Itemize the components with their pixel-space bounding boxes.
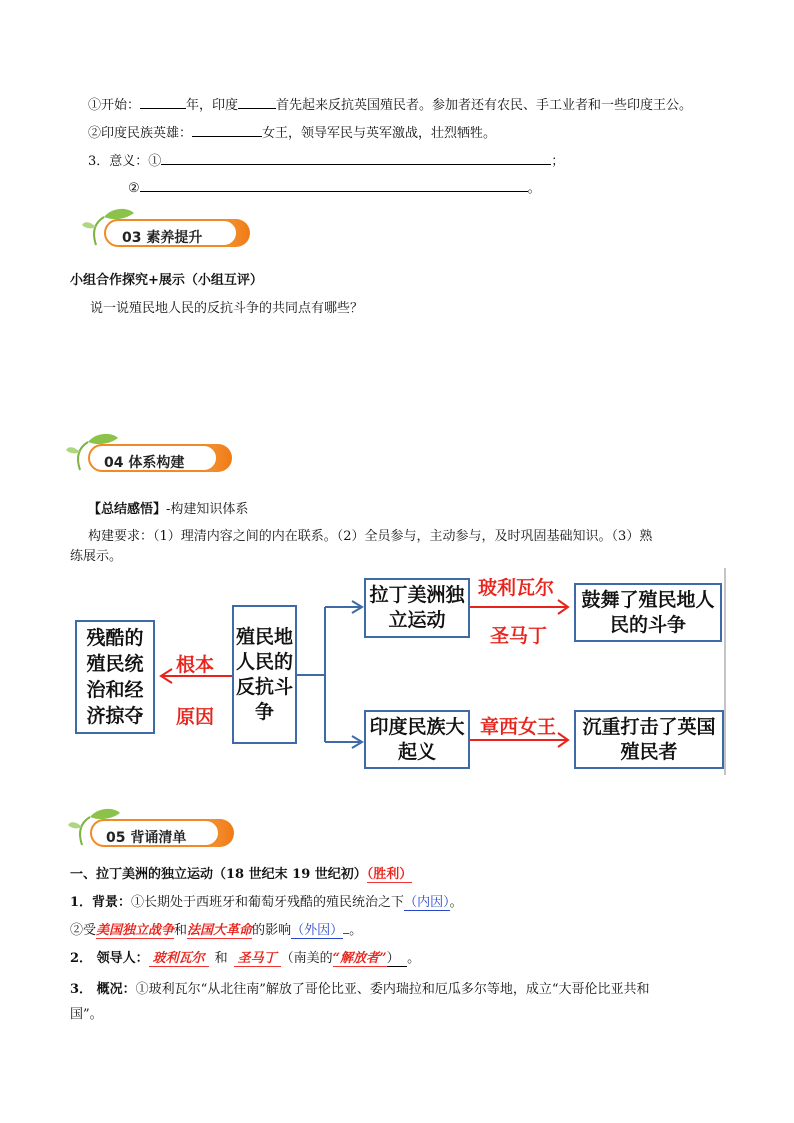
- label-cause: 原因: [176, 706, 215, 728]
- section-title-04: 04 体系构建: [104, 455, 185, 471]
- keyword-american-revolution: 美国独立战争: [96, 923, 175, 938]
- meaning-index-2: ②: [128, 181, 140, 196]
- leader-rani: 章西女王: [480, 716, 557, 738]
- keyword-liberator: “解放者”: [332, 951, 387, 966]
- meaning-end-2: 。: [527, 181, 541, 196]
- section-header-05: [68, 805, 234, 849]
- background-line-1: [70, 891, 463, 910]
- keyword-bolivar: 玻利瓦尔: [149, 951, 209, 967]
- overview-label: 3． 概况：: [70, 982, 136, 997]
- leaders-line: [70, 947, 420, 966]
- summary-title-tail: -构建知识体系: [166, 502, 249, 517]
- leaders-and: 和: [214, 951, 228, 966]
- summary-requirement-2: 练展示。: [70, 549, 123, 564]
- summary-requirement-1: 构建要求：（1）理清内容之间的内在联系。（2）全员参与，主动参与，及时巩固基础知识。（3）熟: [88, 529, 653, 544]
- label-root: 根本: [176, 654, 215, 676]
- meaning-label: 3．意义：①: [88, 154, 162, 169]
- recite-heading-tag: （胜利）: [366, 867, 413, 882]
- root-cause-box: 残酷的殖民统治和经济掠夺: [75, 620, 155, 734]
- branch-box-india: 印度民族大起义: [364, 710, 470, 769]
- background-end-1: 。: [449, 895, 463, 910]
- start-label: ①开始：: [88, 98, 141, 113]
- leader-san-martin: 圣马丁: [490, 625, 548, 647]
- center-box: 殖民地人民的反抗斗争: [232, 605, 297, 744]
- leaders-text-c: （南美的: [280, 951, 333, 966]
- start-text-b: 首先起来反抗英国殖民者。参加者还有农民、手工业者和一些印度王公。: [276, 98, 693, 113]
- section-title-03: 03 素养提升: [122, 230, 203, 246]
- overview-text-2: 国”。: [70, 1007, 103, 1022]
- leaders-end: 。: [407, 951, 421, 966]
- summary-title-bold: 【总结感悟】: [88, 502, 167, 517]
- background-line-2: [70, 919, 362, 938]
- branch-box-latin-america: 拉丁美洲独立运动: [364, 578, 470, 638]
- background-text-1: ①长期处于西班牙和葡萄牙残酷的殖民统治之下: [131, 895, 405, 910]
- background-text-2e: 的影响: [252, 923, 292, 938]
- tag-internal-cause: （内因）: [404, 895, 450, 910]
- group-title: 小组合作探究+展示（小组互评）: [70, 273, 263, 288]
- leaders-text-e: ）: [387, 951, 408, 967]
- hero-label: ②印度民族英雄：: [88, 126, 193, 141]
- leader-bolivar: 玻利瓦尔: [478, 577, 555, 599]
- background-text-2a: ②受: [70, 923, 97, 938]
- section-title-05: 05 背诵清单: [106, 830, 187, 846]
- overview-text-1: ①玻利瓦尔“从北往南”解放了哥伦比亚、委内瑞拉和厄瓜多尔等地，成立“大哥伦比亚共和: [135, 982, 650, 997]
- recite-heading-text: 一、拉丁美洲的独立运动（18 世纪末 19 世纪初）: [70, 867, 367, 882]
- overview-line-1: [70, 978, 650, 997]
- keyword-san-martin: 圣马丁: [234, 951, 281, 967]
- result-box-bottom: 沉重打击了英国殖民者: [574, 710, 724, 769]
- leaders-label: 2． 领导人：: [70, 951, 149, 966]
- tag-external-cause: （外因）: [291, 923, 344, 938]
- result-box-top: 鼓舞了殖民地人民的斗争: [574, 583, 722, 642]
- recite-heading: [70, 863, 412, 882]
- hero-text: 女王，领导军民与英军激战，壮烈牺牲。: [262, 126, 497, 141]
- keyword-french-revolution: 法国大革命: [187, 923, 253, 938]
- group-question: 说一说殖民地人民的反抗斗争的共同点有哪些？: [90, 301, 364, 316]
- background-label: 1．背景：: [70, 895, 132, 910]
- background-text-2c: 和: [174, 923, 188, 938]
- meaning-end-1: ；: [551, 154, 565, 169]
- start-text-a: 年，印度: [186, 98, 239, 113]
- background-end-2: 。: [349, 923, 363, 938]
